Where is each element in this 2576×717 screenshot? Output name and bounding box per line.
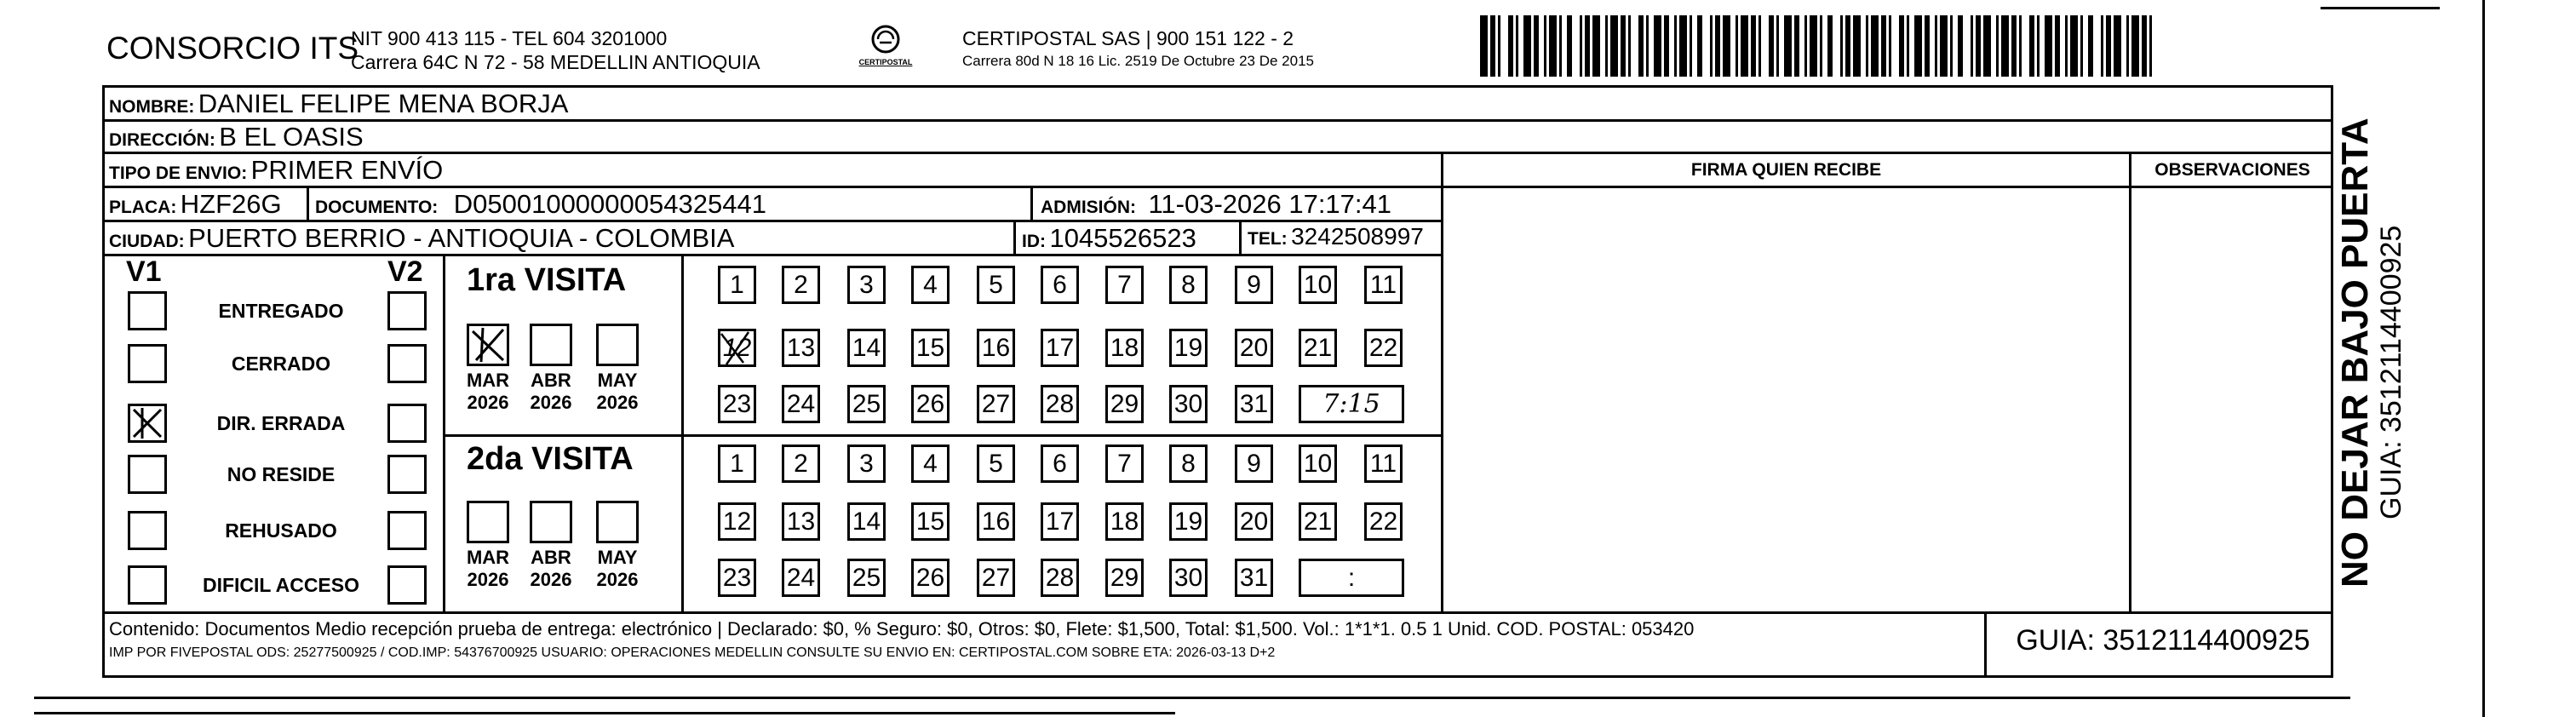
barcode-bar: [1935, 15, 1937, 77]
second-visit-month-label: MAY 2026: [596, 547, 639, 590]
barcode-bar: [1914, 15, 1922, 77]
first-visit-day-4[interactable]: 4: [911, 266, 950, 304]
second-visit-day-17[interactable]: 17: [1041, 502, 1079, 541]
second-visit-day-26[interactable]: 26: [911, 559, 950, 597]
barcode-bar: [1881, 15, 1886, 77]
company-info-line2: Carrera 64C N 72 - 58 MEDELLIN ANTIOQUIA: [351, 51, 760, 73]
barcode-bar: [2088, 15, 2093, 77]
second-visit-day-21[interactable]: 21: [1299, 502, 1337, 541]
first-visit-day-10[interactable]: 10: [1299, 266, 1337, 304]
barcode-bar: [2101, 15, 2103, 77]
courier-info-line2: Carrera 80d N 18 16 Lic. 2519 De Octubre 23 De 2015: [962, 53, 1314, 69]
contenido-text: Contenido: Documentos Medio recepción prueba de entrega: electrónico | Declarado: $0, % Seguro: $0, Otros: $0, Flete: $1,500, Total: $1,500. Vol.: 1*1*1. 0.5 1 Unid. COD. POSTAL: 053420: [109, 618, 1695, 640]
logo-text: CERTIPOSTAL: [858, 58, 913, 66]
scan-line-bottom: [34, 697, 2350, 699]
first-visit-month-may-checkbox[interactable]: [596, 324, 639, 366]
barcode-bar: [1674, 15, 1677, 77]
second-visit-day-24[interactable]: 24: [782, 559, 820, 597]
second-visit-day-27[interactable]: 27: [977, 559, 1015, 597]
reason-label: DIR. ERRADA: [216, 412, 346, 434]
barcode-bar: [1751, 15, 1756, 77]
barcode-bar: [1940, 15, 1948, 77]
scan-line-bottom-2: [34, 712, 1175, 714]
barcode-bar: [1523, 15, 1531, 77]
barcode-bar: [2126, 15, 2129, 77]
nombre-value: DANIEL FELIPE MENA BORJA: [198, 89, 569, 118]
second-visit-day-2[interactable]: 2: [782, 445, 820, 483]
barcode-bar: [1559, 15, 1562, 77]
admision-label: ADMISIÓN:: [1041, 198, 1136, 217]
second-visit-time-box[interactable]: [1299, 559, 1404, 597]
barcode-bar: [1710, 15, 1713, 77]
barcode-bar: [1845, 15, 1850, 77]
first-visit-day-17[interactable]: 17: [1041, 329, 1079, 367]
first-visit-day-12[interactable]: 12: [718, 329, 756, 367]
barcode-bar: [1950, 15, 1953, 77]
barcode-bar: [1971, 15, 1973, 77]
v1-checkbox-cerrado[interactable]: [128, 344, 167, 383]
placa-label: PLACA:: [109, 198, 177, 217]
barcode-bar: [1741, 15, 1748, 77]
first-visit-day-8[interactable]: 8: [1169, 266, 1208, 304]
barcode-bar: [1715, 15, 1720, 77]
id-field: [1022, 223, 1196, 254]
first-visit-day-13[interactable]: 13: [782, 329, 820, 367]
first-visit-day-28[interactable]: 28: [1041, 385, 1079, 423]
first-visit-time: 7:15: [1322, 389, 1380, 419]
barcode-bar: [1516, 15, 1518, 77]
barcode-bar: [2037, 15, 2040, 77]
second-visit-day-6[interactable]: 6: [1041, 445, 1079, 483]
barcode-bar: [1983, 15, 1991, 77]
first-visit-month-abr-checkbox[interactable]: [530, 324, 572, 366]
second-visit-month-label: ABR 2026: [530, 547, 572, 590]
courier-info-line1: CERTIPOSTAL SAS | 900 151 122 - 2: [962, 27, 1294, 49]
first-visit-month-mar-checkbox[interactable]: [467, 324, 509, 366]
barcode-bar: [1871, 15, 1879, 77]
barcode-bar: [2142, 15, 2147, 77]
barcode-bar: [1508, 15, 1513, 77]
scan-edge: [2321, 7, 2440, 9]
second-visit-month-mar-checkbox[interactable]: [467, 501, 509, 543]
second-visit-day-7[interactable]: 7: [1105, 445, 1144, 483]
side-rotated-text: [2335, 118, 2407, 588]
observaciones-header: OBSERVACIONES: [2154, 160, 2310, 180]
reason-label: REHUSADO: [225, 519, 337, 542]
id-label: ID:: [1022, 232, 1046, 251]
second-visit-month-abr-checkbox[interactable]: [530, 501, 572, 543]
barcode-bar: [1758, 15, 1761, 77]
second-visit-day-19[interactable]: 19: [1169, 502, 1208, 541]
second-visit-title: 2da VISITA: [467, 441, 634, 477]
barcode-bar: [1628, 15, 1631, 77]
first-visit-day-15[interactable]: 15: [911, 329, 950, 367]
first-visit-day-1[interactable]: 1: [718, 266, 756, 304]
v1-checkbox-rehusado[interactable]: [128, 511, 167, 550]
imp-text: IMP POR FIVEPOSTAL ODS: 25277500925 / COD.IMP: 54376700925 USUARIO: OPERACIONES MEDELLIN CONSULTE SU ENVIO EN: CERTIPOSTAL.COM SOBRE ETA: 2026-03-13 D+2: [109, 645, 1276, 660]
barcode-bar: [1697, 15, 1702, 77]
barcode-bar: [1866, 15, 1868, 77]
first-visit-day-6[interactable]: 6: [1041, 266, 1079, 304]
first-visit-day-22[interactable]: 22: [1364, 329, 1403, 367]
second-visit-day-12[interactable]: 12: [718, 502, 756, 541]
barcode-bar: [2106, 15, 2111, 77]
barcode-bar: [1820, 15, 1822, 77]
first-visit-month-label: MAY 2026: [596, 370, 639, 413]
first-visit-day-24[interactable]: 24: [782, 385, 820, 423]
barcode-bar: [1498, 15, 1500, 77]
first-visit-day-30[interactable]: 30: [1169, 385, 1208, 423]
reason-label: NO RESIDE: [227, 463, 336, 485]
second-visit-day-29[interactable]: 29: [1105, 559, 1144, 597]
barcode-bar: [1534, 15, 1539, 77]
second-visit-day-23[interactable]: 23: [718, 559, 756, 597]
tel-value: 3242508997: [1291, 223, 1424, 250]
barcode-bar: [1776, 15, 1779, 77]
barcode-bar: [2070, 15, 2078, 77]
barcode-bar: [1907, 15, 1909, 77]
first-visit-day-25[interactable]: 25: [847, 385, 886, 423]
barcode-bar: [1679, 15, 1687, 77]
first-visit-day-18[interactable]: 18: [1105, 329, 1144, 367]
second-visit-day-28[interactable]: 28: [1041, 559, 1079, 597]
nombre-label: NOMBRE:: [109, 97, 195, 117]
first-visit-day-21[interactable]: 21: [1299, 329, 1337, 367]
barcode: [1480, 15, 2159, 77]
second-visit-day-3[interactable]: 3: [847, 445, 886, 483]
barcode-bar: [2055, 15, 2060, 77]
barcode-bar: [1925, 15, 1930, 77]
first-visit-day-20[interactable]: 20: [1235, 329, 1273, 367]
barcode-bar: [2065, 15, 2068, 77]
barcode-bar: [2019, 15, 2022, 77]
second-visit-day-10[interactable]: 10: [1299, 445, 1337, 483]
first-visit-day-2[interactable]: 2: [782, 266, 820, 304]
reason-label: ENTREGADO: [218, 300, 344, 322]
barcode-bar: [2114, 15, 2121, 77]
v2-header: V2: [387, 255, 423, 288]
first-visit-day-29[interactable]: 29: [1105, 385, 1144, 423]
placa-value: HZF26G: [180, 189, 282, 219]
first-visit-month-label: ABR 2026: [530, 370, 572, 413]
first-visit-title: 1ra VISITA: [467, 262, 627, 298]
tipo-row: [109, 155, 443, 186]
courier-logo: [856, 22, 915, 73]
barcode-bar: [1853, 15, 1861, 77]
second-visit-day-30[interactable]: 30: [1169, 559, 1208, 597]
second-visit-month-label: MAR 2026: [466, 547, 510, 590]
second-visit-day-22[interactable]: 22: [1364, 502, 1403, 541]
first-visit-day-23[interactable]: 23: [718, 385, 756, 423]
barcode-bar: [1610, 15, 1618, 77]
firma-header: FIRMA QUIEN RECIBE: [1690, 160, 1882, 180]
placa-field: [109, 189, 282, 220]
second-visit-day-15[interactable]: 15: [911, 502, 950, 541]
first-visit-day-27[interactable]: 27: [977, 385, 1015, 423]
barcode-bar: [1889, 15, 1891, 77]
barcode-bar: [1899, 15, 1904, 77]
first-visit-day-14[interactable]: 14: [847, 329, 886, 367]
first-visit-month-label: MAR 2026: [466, 370, 510, 413]
barcode-bar: [2131, 15, 2139, 77]
second-visit-day-14[interactable]: 14: [847, 502, 886, 541]
barcode-bar: [1480, 15, 1488, 77]
first-visit-day-16[interactable]: 16: [977, 329, 1015, 367]
second-visit-day-9[interactable]: 9: [1235, 445, 1273, 483]
barcode-bar: [1621, 15, 1626, 77]
ciudad-field: [109, 223, 734, 254]
barcode-bar: [1646, 15, 1649, 77]
reason-label: DIFICIL ACCESO: [202, 574, 359, 596]
barcode-bar: [1723, 15, 1730, 77]
barcode-bar: [1769, 15, 1774, 77]
tel-label: TEL:: [1248, 229, 1288, 249]
second-visit-day-5[interactable]: 5: [977, 445, 1015, 483]
barcode-bar: [2011, 15, 2017, 77]
barcode-bar: [1690, 15, 1692, 77]
second-visit-day-31[interactable]: 31: [1235, 559, 1273, 597]
admision-field: [1041, 189, 1391, 220]
barcode-bar: [1736, 15, 1738, 77]
direccion-row: [109, 122, 364, 152]
barcode-bar: [1580, 15, 1582, 77]
company-name: CONSORCIO ITS: [106, 31, 359, 66]
side-guia-text: GUIA: 3512114400925: [2375, 225, 2407, 519]
admision-value: 11-03-2026 17:17:41: [1148, 189, 1392, 219]
documento-value: D05001000000054325441: [453, 189, 766, 219]
v2-checkbox-rehusado[interactable]: [387, 511, 427, 550]
documento-field: [315, 189, 766, 220]
second-visit-day-13[interactable]: 13: [782, 502, 820, 541]
v1-checkbox-no-reside[interactable]: [128, 455, 167, 494]
v2-checkbox-dificil-acceso[interactable]: [387, 565, 427, 605]
barcode-bar: [1490, 15, 1495, 77]
second-visit-day-1[interactable]: 1: [718, 445, 756, 483]
barcode-bar: [1654, 15, 1661, 77]
tel-field: [1248, 223, 1424, 250]
barcode-bar: [1664, 15, 1669, 77]
barcode-bar: [1592, 15, 1600, 77]
barcode-bar: [2029, 15, 2034, 77]
second-visit-day-8[interactable]: 8: [1169, 445, 1208, 483]
v2-checkbox-cerrado[interactable]: [387, 344, 427, 383]
barcode-bar: [1585, 15, 1590, 77]
first-visit-day-7[interactable]: 7: [1105, 266, 1144, 304]
second-visit-day-11[interactable]: 11: [1364, 445, 1403, 483]
id-value: 1045526523: [1049, 223, 1196, 253]
second-visit-day-16[interactable]: 16: [977, 502, 1015, 541]
second-visit-day-20[interactable]: 20: [1235, 502, 1273, 541]
first-visit-day-26[interactable]: 26: [911, 385, 950, 423]
barcode-bar: [2045, 15, 2052, 77]
tipo-value: PRIMER ENVÍO: [250, 155, 444, 185]
barcode-bar: [2080, 15, 2083, 77]
ciudad-value: PUERTO BERRIO - ANTIOQUIA - COLOMBIA: [188, 223, 735, 253]
barcode-bar: [1976, 15, 1981, 77]
barcode-bar: [1605, 15, 1608, 77]
v1-checkbox-entregado[interactable]: [128, 291, 167, 330]
barcode-bar: [2001, 15, 2009, 77]
v1-checkbox-dir-errada[interactable]: [128, 404, 167, 443]
guia-footer: GUIA: 3512114400925: [2016, 624, 2310, 657]
first-visit-day-3[interactable]: 3: [847, 266, 886, 304]
documento-label: DOCUMENTO:: [315, 198, 439, 217]
direccion-value: B EL OASIS: [219, 122, 364, 152]
v2-checkbox-entregado[interactable]: [387, 291, 427, 330]
v2-checkbox-dir-errada[interactable]: [387, 404, 427, 443]
no-dejar-text: NO DEJAR BAJO PUERTA: [2334, 118, 2376, 588]
barcode-bar: [1958, 15, 1963, 77]
company-info-line1: NIT 900 413 115 - TEL 604 3201000: [351, 27, 668, 49]
barcode-bar: [1544, 15, 1546, 77]
barcode-bar: [2149, 15, 2152, 77]
barcode-bar: [1638, 15, 1644, 77]
barcode-bar: [1784, 15, 1792, 77]
reason-label: CERRADO: [231, 353, 331, 375]
v1-checkbox-dificil-acceso[interactable]: [128, 565, 167, 605]
tipo-label: TIPO DE ENVIO:: [109, 163, 248, 183]
second-visit-day-4[interactable]: 4: [911, 445, 950, 483]
second-visit-day-18[interactable]: 18: [1105, 502, 1144, 541]
v2-checkbox-no-reside[interactable]: [387, 455, 427, 494]
barcode-bar: [1804, 15, 1807, 77]
first-visit-time-box[interactable]: [1299, 385, 1404, 423]
first-visit-day-9[interactable]: 9: [1235, 266, 1273, 304]
barcode-bar: [1996, 15, 1999, 77]
direccion-label: DIRECCIÓN:: [109, 130, 215, 150]
first-visit-day-5[interactable]: 5: [977, 266, 1015, 304]
barcode-bar: [1549, 15, 1557, 77]
barcode-bar: [1840, 15, 1843, 77]
first-visit-day-11[interactable]: 11: [1364, 266, 1403, 304]
barcode-bar: [1827, 15, 1833, 77]
second-visit-day-25[interactable]: 25: [847, 559, 886, 597]
second-visit-time: :: [1347, 563, 1356, 592]
second-visit-month-may-checkbox[interactable]: [596, 501, 639, 543]
barcode-bar: [1567, 15, 1572, 77]
barcode-bar: [1794, 15, 1799, 77]
nombre-row: [109, 89, 568, 119]
scan-edge-right: [2482, 0, 2485, 717]
first-visit-day-31[interactable]: 31: [1235, 385, 1273, 423]
barcode-bar: [1810, 15, 1817, 77]
first-visit-day-19[interactable]: 19: [1169, 329, 1208, 367]
ciudad-label: CIUDAD:: [109, 232, 185, 251]
v1-header: V1: [126, 255, 162, 288]
